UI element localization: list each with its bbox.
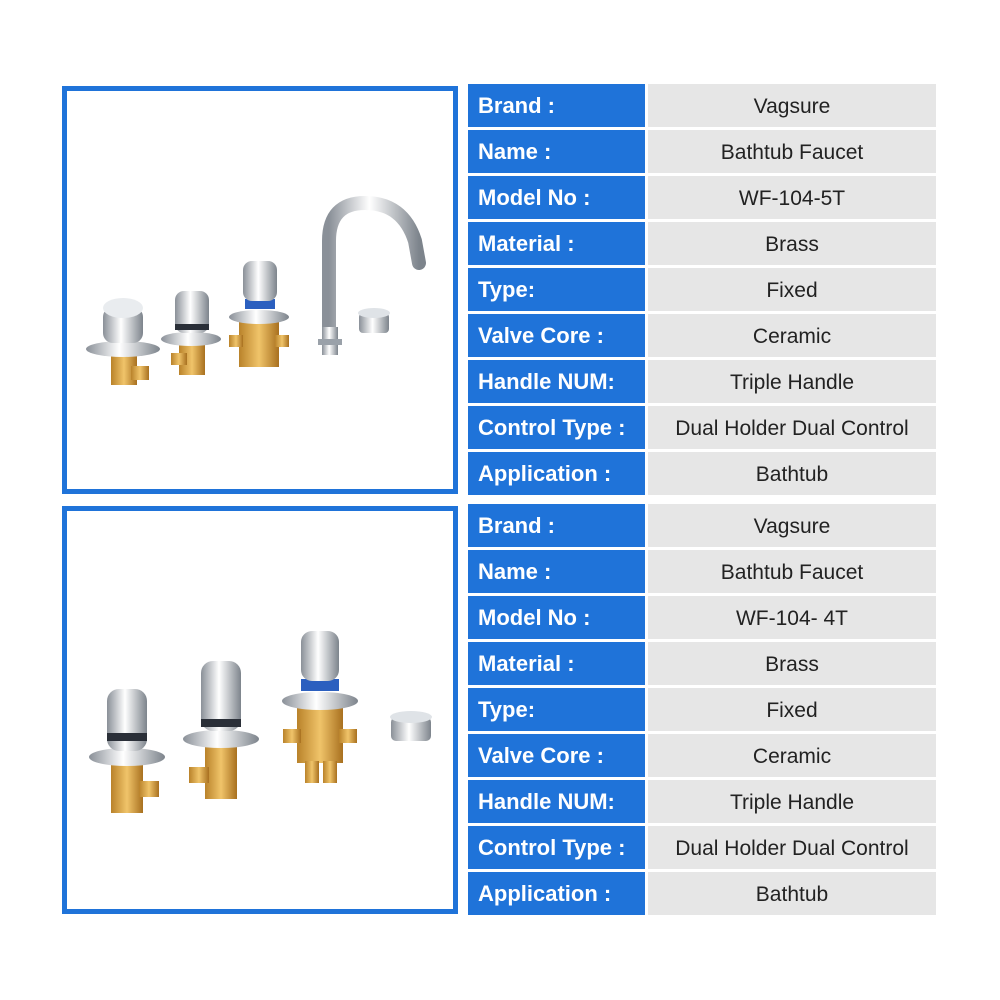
faucet-set-4-piece-image (67, 511, 453, 909)
drain-fitting (390, 711, 432, 741)
spec-label: Valve Core : (468, 734, 645, 777)
spec-label: Name : (468, 550, 645, 593)
spec-label: Handle NUM: (468, 780, 645, 823)
spec-row-valve-core (468, 734, 936, 780)
spec-value: Brass (648, 222, 936, 265)
valve-3 (229, 261, 289, 367)
spec-row-material (468, 222, 936, 268)
spec-value: Ceramic (648, 314, 936, 357)
spec-label: Application : (468, 872, 645, 915)
spec-label: Application : (468, 452, 645, 495)
spec-row-handle-num (468, 360, 936, 406)
spec-value: Triple Handle (648, 360, 936, 403)
spec-value: Bathtub (648, 452, 936, 495)
spec-row-type (468, 268, 936, 314)
spec-table-5t (468, 84, 936, 498)
spec-label: Model No : (468, 176, 645, 219)
spec-row-application (468, 872, 936, 918)
spec-row-brand (468, 504, 936, 550)
spec-value: Fixed (648, 688, 936, 731)
spec-label: Valve Core : (468, 314, 645, 357)
valve-2 (183, 661, 259, 799)
valve-1 (86, 298, 160, 385)
spec-label: Handle NUM: (468, 360, 645, 403)
spec-label: Control Type : (468, 406, 645, 449)
spec-value: Fixed (648, 268, 936, 311)
spec-value: Triple Handle (648, 780, 936, 823)
spec-row-material (468, 642, 936, 688)
spec-row-brand (468, 84, 936, 130)
valve-1 (89, 689, 165, 813)
spec-label: Type: (468, 688, 645, 731)
spec-value: WF-104- 4T (648, 596, 936, 639)
spec-value: Ceramic (648, 734, 936, 777)
spec-row-name (468, 550, 936, 596)
spec-label: Material : (468, 642, 645, 685)
spec-value: Bathtub Faucet (648, 550, 936, 593)
spec-table-4t (468, 504, 936, 918)
spec-label: Control Type : (468, 826, 645, 869)
spec-label: Model No : (468, 596, 645, 639)
spec-label: Name : (468, 130, 645, 173)
product-photo-5t (62, 86, 458, 494)
spec-value: Bathtub Faucet (648, 130, 936, 173)
spec-row-model (468, 596, 936, 642)
spec-value: WF-104-5T (648, 176, 936, 219)
valve-2 (161, 291, 221, 375)
spec-label: Material : (468, 222, 645, 265)
spec-row-handle-num (468, 780, 936, 826)
product-photo-4t (62, 506, 458, 914)
spec-row-valve-core (468, 314, 936, 360)
spec-label: Brand : (468, 84, 645, 127)
spec-row-name (468, 130, 936, 176)
spec-value: Vagsure (648, 84, 936, 127)
spec-value: Brass (648, 642, 936, 685)
drain-fitting (358, 308, 390, 333)
spec-label: Type: (468, 268, 645, 311)
spec-row-type (468, 688, 936, 734)
spec-row-application (468, 452, 936, 498)
spec-row-control-type (468, 826, 936, 872)
spec-value: Dual Holder Dual Control (648, 406, 936, 449)
spec-row-model (468, 176, 936, 222)
spec-value: Bathtub (648, 872, 936, 915)
spec-value: Dual Holder Dual Control (648, 826, 936, 869)
faucet-set-5-piece-image (67, 91, 453, 489)
spec-row-control-type (468, 406, 936, 452)
valve-3 (282, 631, 358, 783)
spec-label: Brand : (468, 504, 645, 547)
spec-value: Vagsure (648, 504, 936, 547)
